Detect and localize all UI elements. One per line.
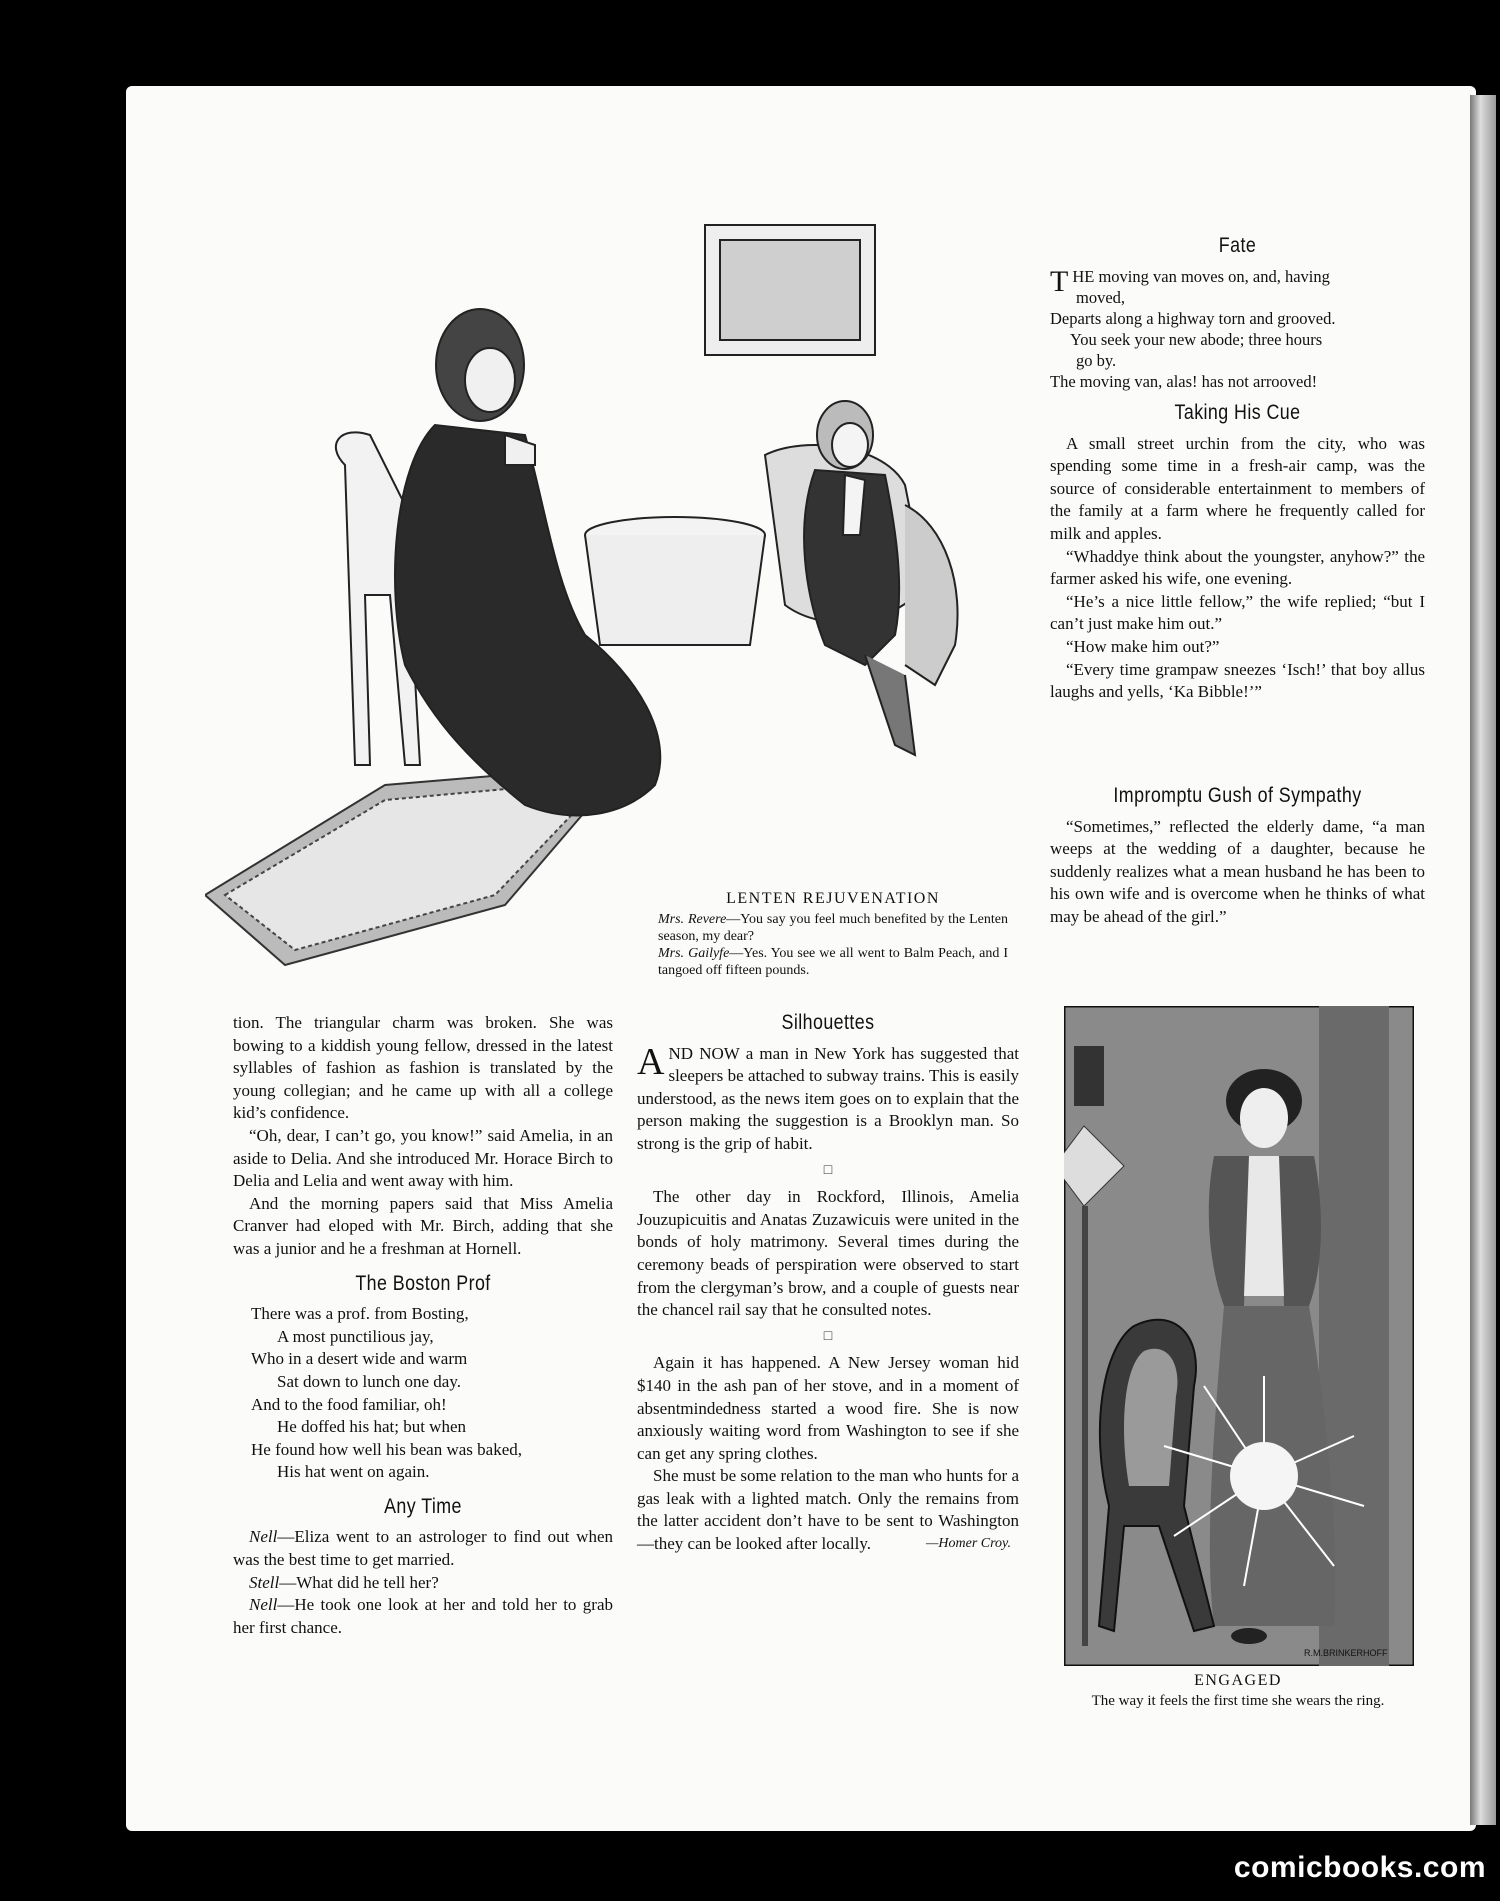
any-time-speaker-3: Nell: [249, 1595, 278, 1615]
story-paragraph-3: And the morning papers said that Miss Amelia Cranver had eloped with Mr. Birch, adding that she was a junior and he a freshman at Hornell.: [233, 1193, 613, 1258]
engaged-illustration: [1064, 1006, 1414, 1666]
silhouettes-dropcap: A: [637, 1040, 665, 1083]
silhouettes-paragraph-1: ND NOW a man in New York has suggested that sleepers be attached to subway trains. This is easily understood, as the news item goes on to explain that the person making the suggestion is a Brooklyn man. So strong is the grip of habit.: [637, 1043, 1019, 1153]
lenten-caption-title: LENTEN REJUVENATION: [726, 890, 940, 907]
fate-section: [1050, 235, 1425, 392]
lenten-line-2: —Yes. You see we all went to Balm Peach, and I tangoed off fifteen pounds.: [658, 945, 1009, 978]
any-time-title: Any Time: [384, 1494, 462, 1518]
engaged-caption: [1048, 1670, 1428, 1710]
any-time-line-1: —Eliza went to an astrologer to find out when was the best time to get married.: [233, 1527, 613, 1570]
any-time-line-2: —What did he tell her?: [279, 1572, 439, 1592]
boston-prof-verse: [233, 1303, 613, 1484]
speaker-mrs-gailyfe: Mrs. Gailyfe: [658, 945, 730, 961]
author-signature: —Homer Croy.: [925, 1536, 1011, 1552]
lenten-rejuvenation-illustration: [205, 205, 1035, 985]
speaker-mrs-revere: Mrs. Revere: [658, 911, 727, 927]
left-column: [233, 1012, 613, 1639]
cue-paragraph-2: “Whaddye think about the youngster, anyhow?” the farmer asked his wife, one evening.: [1050, 546, 1425, 589]
boston-line-3: Who in a desert wide and warm: [251, 1349, 468, 1369]
boston-line-8: His hat went on again.: [277, 1462, 430, 1482]
cue-paragraph-3: “He’s a nice little fellow,” the wife replied; “but I can’t just make him out.”: [1050, 591, 1425, 634]
lenten-line-1: —You say you feel much benefited by the Lenten season, my dear?: [658, 911, 1008, 944]
engaged-caption-title: ENGAGED: [1194, 1672, 1282, 1689]
fate-dropcap: T: [1050, 264, 1069, 298]
boston-prof-title: The Boston Prof: [355, 1271, 491, 1295]
lenten-caption: [658, 888, 1008, 979]
watermark-text: comicbooks.com: [1233, 1851, 1486, 1884]
fate-line-5: go by.: [1076, 350, 1117, 370]
cue-paragraph-5: “Every time grampaw sneezes ‘Isch!’ that boy allus laughs and yells, ‘Ka Bibble!’”: [1050, 659, 1425, 702]
silhouettes-paragraph-3: Again it has happened. A New Jersey woman hid $140 in the ash pan of her stove, and in a moment of absentmindedness started a wood fire. She is now anxiously waiting word from Washington to see if she can get any spring clothes.: [637, 1353, 1019, 1463]
any-time-line-3: —He took one look at her and told her to grab her first chance.: [233, 1595, 613, 1637]
story-paragraph-1: tion. The triangular charm was broken. She was bowing to a kiddish young fellow, dressed in the latest syllables of fashion as fashion is translated by the young collegian; and he came up with all a college kid’s confidence.: [233, 1013, 613, 1123]
fate-title: Fate: [1218, 234, 1257, 257]
fate-line-3: Departs along a highway torn and grooved.: [1050, 308, 1336, 328]
silhouettes-paragraph-4: She must be some relation to the man who hunts for a gas leak with a lighted match. Only the remains from the latter accident don’t have to be sent to Washington—they can be looked after locally.: [637, 1466, 1019, 1554]
impromptu-title: Impromptu Gush of Sympathy: [1113, 784, 1362, 807]
cue-paragraph-1: A small street urchin from the city, who was spending some time in a fresh-air camp, was the source of considerable entertainment to members of the family at a farm where he frequently called for milk and apples.: [1050, 433, 1425, 543]
boston-line-6: He doffed his hat; but when: [277, 1417, 467, 1437]
silhouettes-title: Silhouettes: [781, 1011, 875, 1034]
fate-line-6: The moving van, alas! has not arrooved!: [1050, 371, 1318, 391]
silhouettes-paragraph-2: The other day in Rockford, Illinois, Amelia Jouzupicuitis and Anatas Zuzawicuis were united in the bonds of holy matrimony. Several times during the ceremony beads of perspiration were observed to start from the clergyman’s brow, and a couple of guests near the chancel rail say that he consulted notes.: [637, 1187, 1019, 1320]
boston-line-1: There was a prof. from Bosting,: [251, 1304, 469, 1324]
impromptu-paragraph: “Sometimes,” reflected the elderly dame, “a man weeps at the wedding of a daughter, because he suddenly realizes what a mean husband he has been to his own wife and is overcome when he thinks of what may be ahead of the girl.”: [1050, 816, 1425, 926]
boston-line-7: He found how well his bean was baked,: [251, 1439, 522, 1459]
cue-paragraph-4: “How make him out?”: [1066, 636, 1220, 656]
fate-line-4: You seek your new abode; three hours: [1070, 329, 1323, 349]
any-time-speaker-1: Nell: [249, 1527, 278, 1547]
separator-1: □: [823, 1162, 833, 1178]
engaged-caption-text: The way it feels the first time she wears the ring.: [1091, 1692, 1385, 1709]
boston-line-5: And to the food familiar, oh!: [251, 1394, 447, 1414]
artist-signature: R.M.BRINKERHOFF: [1304, 1648, 1388, 1658]
page-spine: [1470, 95, 1496, 1825]
boston-line-4: Sat down to lunch one day.: [277, 1371, 461, 1391]
impromptu-section: [1050, 785, 1425, 929]
story-paragraph-2: “Oh, dear, I can’t go, you know!” said Amelia, in an aside to Delia. And she introduced Mr. Horace Birch to Delia and Lelia and went away with him.: [233, 1125, 613, 1191]
fate-line-1: HE moving van moves on, and, having: [1072, 266, 1330, 286]
taking-his-cue-section: [1050, 402, 1425, 704]
any-time-speaker-2: Stell: [249, 1572, 280, 1592]
boston-line-2: A most punctilious jay,: [277, 1326, 434, 1346]
taking-his-cue-title: Taking His Cue: [1174, 401, 1301, 424]
separator-2: □: [823, 1328, 833, 1344]
fate-line-2: moved,: [1076, 287, 1126, 307]
silhouettes-section: [637, 1012, 1019, 1556]
